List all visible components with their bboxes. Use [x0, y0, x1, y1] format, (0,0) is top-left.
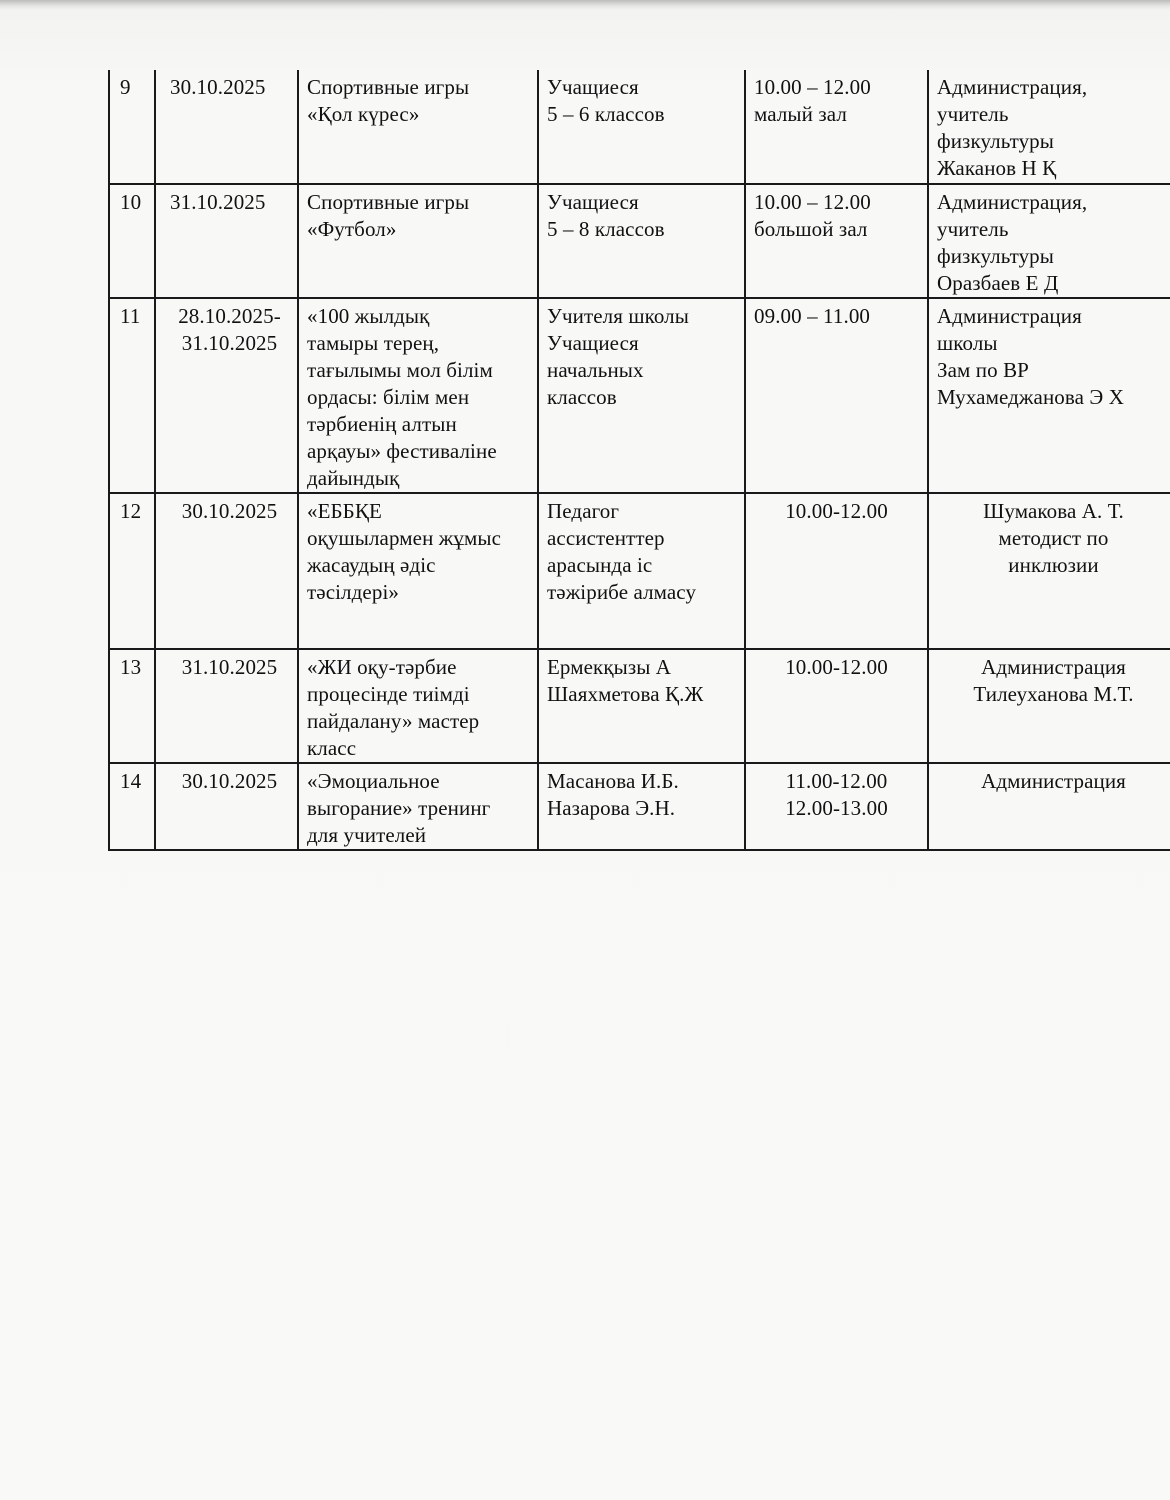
- event-title: «Эмоциальное выгорание» тренинг для учителей: [298, 763, 538, 850]
- event-time: 11.00-12.00 12.00-13.00: [745, 763, 928, 850]
- scan-top-edge: [0, 0, 1170, 10]
- event-time: 09.00 – 11.00: [745, 298, 928, 493]
- event-responsible: Шумакова А. Т. методист по инклюзии: [928, 493, 1170, 649]
- row-number: 13: [109, 649, 155, 763]
- event-date: 30.10.2025: [155, 763, 298, 850]
- row-number: 10: [109, 184, 155, 298]
- event-participants: Педагог ассистенттер арасында іс тәжірибе алмасу: [538, 493, 745, 649]
- row-number: 11: [109, 298, 155, 493]
- event-time: 10.00 – 12.00 малый зал: [745, 70, 928, 184]
- row-number: 12: [109, 493, 155, 649]
- table-row: [109, 70, 1170, 184]
- row-number: 9: [109, 70, 155, 184]
- table-row: [109, 184, 1170, 298]
- event-responsible: Администрация школы Зам по ВР Мухамеджанова Э Х: [928, 298, 1170, 493]
- event-title: «ЖИ оқу-тәрбие процесінде тиімді пайдалану» мастер класс: [298, 649, 538, 763]
- table-row: [109, 298, 1170, 493]
- event-responsible: Администрация Тилеуханова М.Т.: [928, 649, 1170, 763]
- table-row: [109, 493, 1170, 649]
- event-date: 31.10.2025: [155, 184, 298, 298]
- event-participants: Учащиеся 5 – 6 классов: [538, 70, 745, 184]
- event-title: Спортивные игры «Футбол»: [298, 184, 538, 298]
- event-date: 31.10.2025: [155, 649, 298, 763]
- event-title: «100 жылдық тамыры терең, тағылымы мол білім ордасы: білім мен тәрбиенің алтын арқауы» фестиваліне дайындық: [298, 298, 538, 493]
- event-responsible: Администрация: [928, 763, 1170, 850]
- event-date: 30.10.2025: [155, 493, 298, 649]
- event-responsible: Администрация, учитель физкультуры Жаканов Н Қ: [928, 70, 1170, 184]
- event-responsible: Администрация, учитель физкультуры Оразбаев Е Д: [928, 184, 1170, 298]
- event-date: 30.10.2025: [155, 70, 298, 184]
- event-time: 10.00-12.00: [745, 649, 928, 763]
- event-title: Спортивные игры «Қол күрес»: [298, 70, 538, 184]
- event-participants: Учителя школы Учащиеся начальных классов: [538, 298, 745, 493]
- event-time: 10.00-12.00: [745, 493, 928, 649]
- table-row: [109, 649, 1170, 763]
- event-participants: Учащиеся 5 – 8 классов: [538, 184, 745, 298]
- event-title: «ЕББҚЕ оқушылармен жұмыс жасаудың әдіс тәсілдері»: [298, 493, 538, 649]
- event-participants: Ермекқызы А Шаяхметова Қ.Ж: [538, 649, 745, 763]
- row-number: 14: [109, 763, 155, 850]
- table-row: [109, 763, 1170, 850]
- event-date: 28.10.2025- 31.10.2025: [155, 298, 298, 493]
- event-schedule-table: [108, 70, 1170, 851]
- event-time: 10.00 – 12.00 большой зал: [745, 184, 928, 298]
- event-participants: Масанова И.Б. Назарова Э.Н.: [538, 763, 745, 850]
